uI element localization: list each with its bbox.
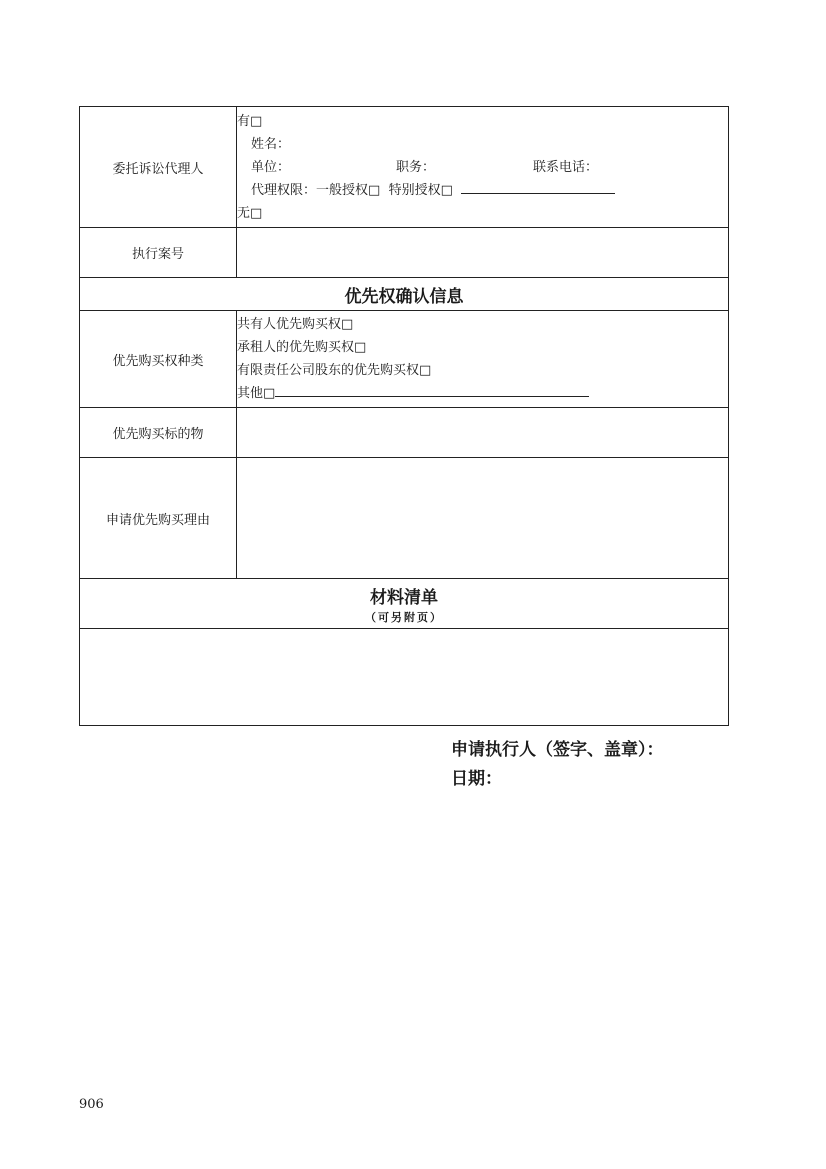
materials-section-note: （可另附页） <box>365 610 443 624</box>
option-other-checkbox[interactable]: 其他□ <box>237 386 276 401</box>
target-field[interactable] <box>237 408 729 458</box>
case-number-row <box>80 228 729 278</box>
agent-has-checkbox[interactable]: 有□ <box>237 113 263 129</box>
agent-unit-field[interactable]: 单位： <box>251 159 291 175</box>
agent-detail-line <box>237 156 728 179</box>
preemption-section-title: 优先权确认信息 <box>344 286 464 307</box>
agent-authority-line <box>237 179 728 202</box>
option-other-blank[interactable] <box>275 383 589 397</box>
agent-row <box>80 107 729 228</box>
option-tenant-checkbox[interactable]: 承租人的优先购买权□ <box>237 340 367 355</box>
materials-list-field[interactable] <box>80 629 729 726</box>
agent-content <box>237 107 729 228</box>
preemption-type-row <box>80 311 729 408</box>
agent-job-field[interactable]: 职务： <box>396 159 436 175</box>
signature-date-field[interactable]: 日期： <box>451 769 502 789</box>
target-label: 优先购买标的物 <box>80 408 237 458</box>
materials-section-header <box>80 579 729 629</box>
preemption-type-options <box>237 311 729 408</box>
materials-section-row <box>80 579 729 629</box>
application-form-table <box>79 106 729 726</box>
case-number-field[interactable] <box>237 228 729 278</box>
agent-name-field[interactable]: 姓名： <box>251 136 291 152</box>
authority-special-checkbox[interactable]: 特别授权□ <box>388 182 453 198</box>
case-number-label: 执行案号 <box>80 228 237 278</box>
reason-field[interactable] <box>237 458 729 579</box>
applicant-signature-field[interactable]: 申请执行人（签字、盖章）： <box>451 740 664 760</box>
reason-label: 申请优先购买理由 <box>80 458 237 579</box>
preemption-section-header <box>80 278 729 311</box>
materials-section-title: 材料清单 <box>370 587 438 608</box>
target-row <box>80 408 729 458</box>
page-number: 906 <box>79 1097 104 1112</box>
option-shareholder-checkbox[interactable]: 有限责任公司股东的优先购买权□ <box>237 363 432 378</box>
option-other-line <box>237 382 728 405</box>
authority-special-blank[interactable] <box>461 180 615 194</box>
signature-block <box>451 736 664 794</box>
materials-list-row <box>80 629 729 726</box>
preemption-type-label: 优先购买权种类 <box>80 311 237 408</box>
authority-general-checkbox[interactable]: 代理权限：一般授权□ <box>251 182 381 198</box>
agent-phone-field[interactable]: 联系电话： <box>533 159 599 175</box>
agent-label: 委托诉讼代理人 <box>80 107 237 228</box>
reason-row <box>80 458 729 579</box>
agent-none-checkbox[interactable]: 无□ <box>237 205 263 221</box>
option-co-owner-checkbox[interactable]: 共有人优先购买权□ <box>237 317 354 332</box>
preemption-section-row <box>80 278 729 311</box>
